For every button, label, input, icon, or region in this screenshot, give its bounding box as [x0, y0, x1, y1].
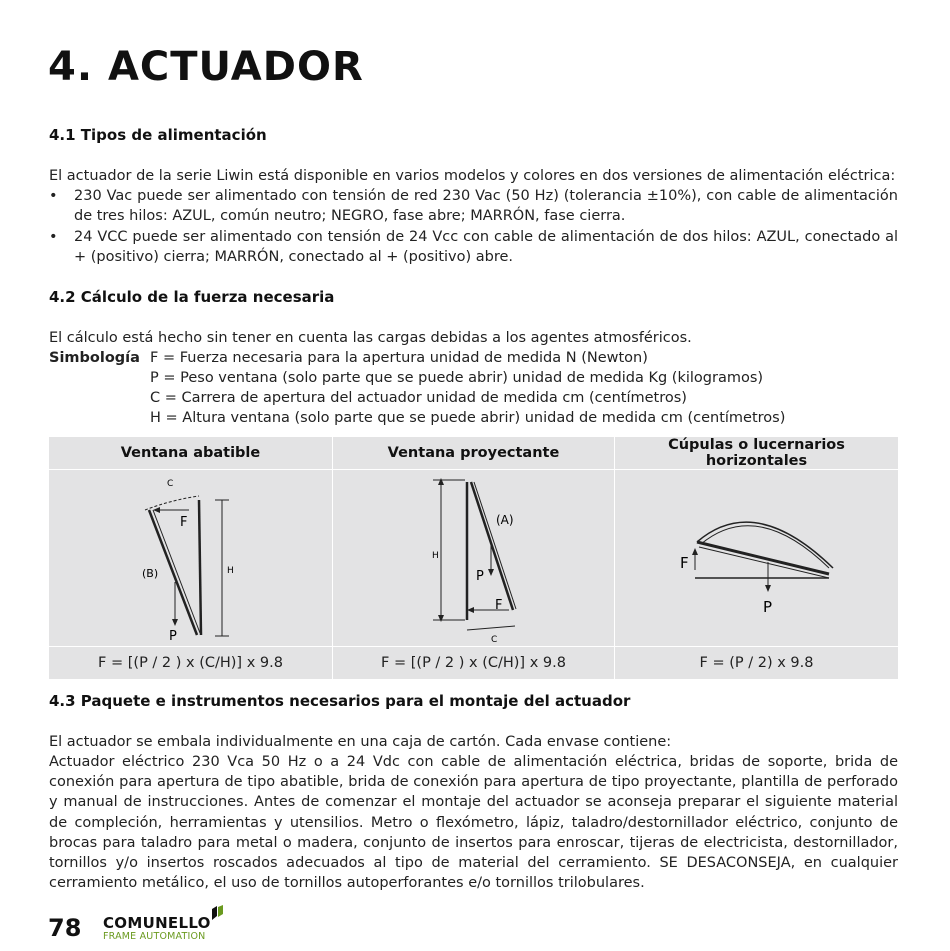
col-header-cupulas: Cúpulas o lucernarios horizontales: [615, 437, 899, 470]
label-p: P: [763, 598, 773, 616]
weight-arrowhead: [488, 569, 494, 576]
formula-abatible: F = [(P / 2 ) x (C/H)] x 9.8: [49, 647, 333, 680]
brand-logo: COMUNELLO: [103, 914, 211, 932]
col-header-proyectante: Ventana proyectante: [333, 437, 615, 470]
label-b: (B): [142, 567, 159, 580]
figure-proyectante-cell: [333, 470, 615, 647]
window-sash-edge: [153, 510, 200, 633]
label-f: F: [495, 598, 503, 613]
brand-subtitle: FRAME AUTOMATION: [103, 931, 206, 942]
figure-cupulas-cell: [615, 470, 899, 647]
bullet-icon: •: [49, 188, 58, 204]
col-header-abatible: Ventana abatible: [49, 437, 333, 470]
figure-abatible-cell: [49, 470, 333, 647]
label-p: P: [169, 629, 177, 644]
s43-paragraph: Actuador eléctrico 230 Vca 50 Hz o a 24 Vdc con cable de alimentación eléctrica, bridas de soporte, brida de conexión para apertura de tipo abatible, brida de conexión para apertura de tipo proyectante, plantilla de perforado y manual de instrucciones. Antes de comenzar el montaje del actuador se aconseja preparar el siguiente material de compleción, herramientas y utensilios. Metro o flexómetro, lápiz, taladro/destornillador eléctrico, conjunto de brocas para taladro para metal o madera, conjunto de insertos para enroscar, tijeras de electricista, destornillador, tornillos y/o insertos roscados adecuados al tipo de material del cerramiento. SE DESACONSEJA, en cualquier cerramiento metálico, el uso de tornillos autoperforantes e/o tornillos trilobulares.: [49, 754, 898, 892]
brand-mark-icon: [210, 905, 224, 921]
formula-cupulas: F = (P / 2) x 9.8: [615, 647, 899, 680]
symbol-p: P = Peso ventana (solo parte que se puede abrir) unidad de medida Kg (kilogramos): [150, 370, 764, 386]
symbol-c: C = Carrera de apertura del actuador unidad de medida cm (centímetros): [150, 390, 687, 406]
section-heading-4-2: 4.2 Cálculo de la fuerza necesaria: [49, 288, 335, 306]
figure-abatible: [49, 470, 333, 646]
section-heading-4-3: 4.3 Paquete e instrumentos necesarios para el montaje del actuador: [49, 692, 631, 710]
label-c: C: [491, 635, 498, 645]
s41-bullet-1: [49, 186, 898, 226]
s41-intro: El actuador de la serie Liwin está disponible en varios modelos y colores en dos versiones de alimentación eléctrica:: [49, 168, 896, 184]
s41-bullet-2: [49, 227, 898, 267]
label-p: P: [476, 569, 484, 584]
label-f: F: [680, 554, 689, 572]
stroke-dim: [467, 626, 515, 630]
page-number: 78: [48, 914, 82, 942]
force-table: [48, 436, 899, 680]
page-title: 4. ACTUADOR: [48, 44, 364, 90]
section-heading-4-1: 4.1 Tipos de alimentación: [49, 126, 267, 144]
s42-intro: El cálculo está hecho sin tener en cuenta las cargas debidas a los agentes atmosféricos.: [49, 330, 692, 346]
window-sash: [471, 482, 513, 610]
label-f: F: [180, 515, 188, 530]
symbol-h: H = Altura ventana (solo parte que se puede abrir) unidad de medida cm (centímetros): [150, 410, 786, 426]
dome-sash-edge: [699, 547, 829, 578]
symbol-f: F = Fuerza necesaria para la apertura unidad de medida N (Newton): [150, 350, 648, 366]
label-a: (A): [496, 513, 514, 527]
label-h: H: [227, 566, 234, 576]
force-arrowhead: [692, 548, 698, 555]
figure-proyectante: [333, 470, 615, 646]
s41-bullet-1-text: 230 Vac puede ser alimentado con tensión de red 230 Vac (50 Hz) (tolerancia ±10%), con cable de alimentación de tres hilos: AZUL, común neutro; NEGRO, fase abre; MARRÓN, fase cierra.: [74, 188, 898, 225]
label-h: H: [432, 551, 439, 561]
label-c: C: [167, 479, 174, 489]
weight-arrowhead: [172, 619, 178, 626]
window-sash-edge: [474, 482, 516, 609]
formula-proyectante: F = [(P / 2 ) x (C/H)] x 9.8: [333, 647, 615, 680]
window-frame: [199, 500, 201, 635]
arc-c: [145, 496, 199, 510]
symbology-label-text: Simbología: [49, 350, 140, 366]
s41-bullet-2-text: 24 VCC puede ser alimentado con tensión de 24 Vcc con cable de alimentación de dos hilos: AZUL, conectado al + (positivo) cierra; MARRÓN, conectado al + (positivo) abre.: [74, 229, 898, 266]
weight-arrowhead: [765, 585, 771, 592]
height-arrow-top: [438, 478, 444, 485]
dome-arc-outer: [697, 522, 833, 568]
symbology-label: [49, 348, 149, 368]
figure-cupulas: [615, 470, 899, 646]
bullet-icon: •: [49, 229, 58, 245]
height-arrow-bottom: [438, 615, 444, 622]
s43-line1: El actuador se embala individualmente en una caja de cartón. Cada envase contiene:: [49, 734, 672, 750]
